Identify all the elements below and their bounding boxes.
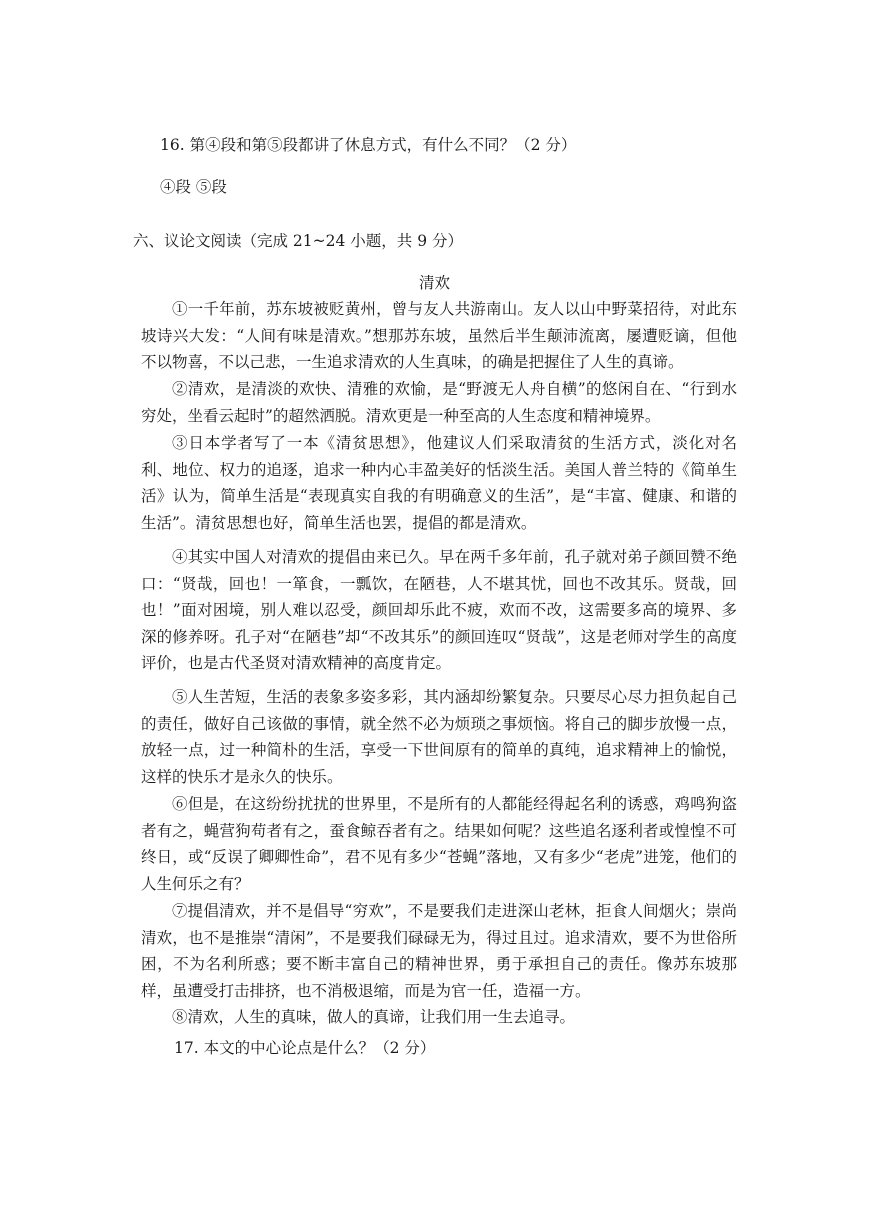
paragraph-5: ⑤人生苦短，生活的表象多姿多彩，其内涵却纷繁复杂。只要尽心尽力担负起自己的责任，做好自己该做的事情，就全然不必为烦琐之事烦恼。将自己的脚步放慢一点，放轻一点，过一种简朴的生活，享受一下世间原有的简单的真纯，追求精神上的愉悦，这样的快乐才是永久的快乐。	[141, 688, 737, 786]
paragraph-2: ②清欢，是清淡的欢快、清雅的欢愉，是“野渡无人舟自横”的悠闲自在、“行到水穷处，坐看云起时”的超然洒脱。清欢更是一种至高的人生态度和精神境界。	[141, 380, 737, 425]
paragraph-8: ⑧清欢，人生的真味，做人的真谛，让我们用一生去追寻。	[172, 1008, 576, 1026]
paragraph-7: ⑦提倡清欢，并不是倡导“穷欢”，不是要我们走进深山老林，拒食人间烟火；崇尚清欢，也不是推崇“清闲”，不是要我们碌碌无为，得过且过。追求清欢，要不为世俗所困，不为名利所惑；要不断丰富自己的精神世界，勇于承担自己的责任。像苏东坡那样，虽遭受打击排挤，也不消极退缩，而是为官一任，造福一方。	[141, 902, 737, 1000]
paragraph-4: ④其实中国人对清欢的提倡由来已久。早在两千多年前，孔子就对弟子颜回赞不绝口：“贤哉，回也！一箪食，一瓢饮，在陋巷，人不堪其忧，回也不改其乐。贤哉，回也！”面对困境，别人难以忍受，颜回却乐此不疲，欢而不改，这需要多高的境界、多深的修养呀。孔子对“在陋巷”却“不改其乐”的颜回连叹“贤哉”，这是老师对学生的高度评价，也是古代圣贤对清欢精神的高度肯定。	[141, 548, 737, 673]
paragraph-1: ①一千年前，苏东坡被贬黄州，曾与友人共游南山。友人以山中野菜招待，对此东坡诗兴大发：“人间有味是清欢。”想那苏东坡，虽然后半生颠沛流离，屡遭贬谪，但他不以物喜，不以己悲，一生追求清欢的人生真味，的确是把握住了人生的真谛。	[141, 300, 737, 372]
paragraph-3: ③日本学者写了一本《清贫思想》，他建议人们采取清贫的生活方式，淡化对名利、地位、权力的追逐，追求一种内心丰盈美好的恬淡生活。美国人普兰特的《简单生活》认为，简单生活是“表现真实自我的有明确意义的生活”，是“丰富、健康、和谐的生活”。清贫思想也好，简单生活也罢，提倡的都是清欢。	[141, 434, 737, 532]
question-16: 16. 第④段和第⑤段都讲了休息方式，有什么不同？（2 分）	[160, 136, 577, 154]
answer-line: ④段 ⑤段	[160, 178, 227, 196]
article-title: 清欢	[418, 274, 450, 292]
paragraph-6: ⑥但是，在这纷纷扰扰的世界里，不是所有的人都能经得起名利的诱惑，鸡鸣狗盗者有之，蝇营狗苟者有之，蚕食鲸吞者有之。结果如何呢？这些追名逐利者或惶惶不可终日，或“反误了卿卿性命”，君不见有多少“苍蝇”落地，又有多少“老虎”进笼，他们的人生何乐之有？	[141, 795, 737, 893]
question-17: 17. 本文的中心论点是什么？（2 分）	[174, 1039, 436, 1057]
section-heading: 六、议论文阅读（完成 21~24 小题，共 9 分）	[133, 232, 464, 250]
